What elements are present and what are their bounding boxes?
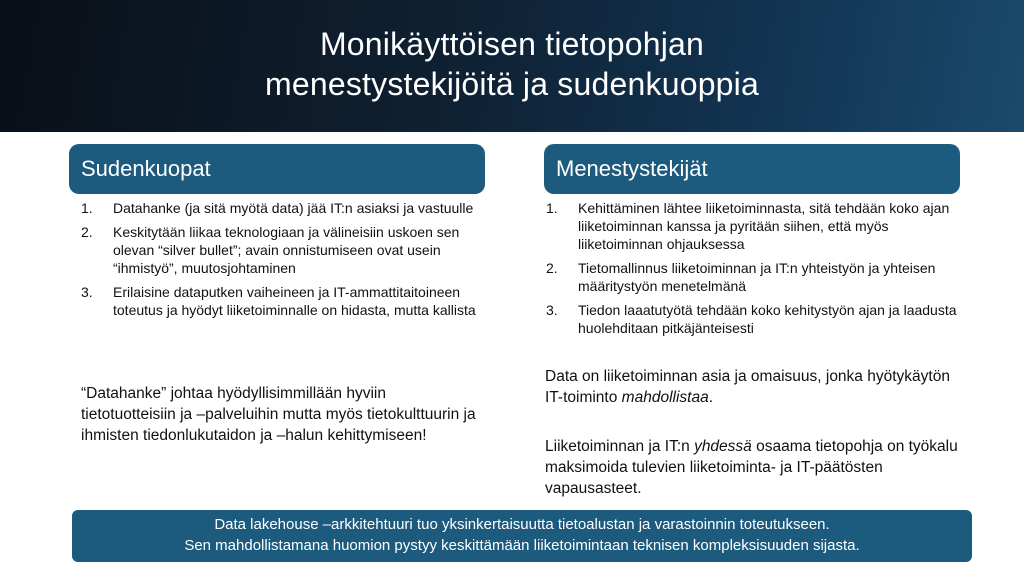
list-item — [75, 283, 485, 319]
slide-title-line-1: Monikäyttöisen tietopohjan — [319, 26, 705, 62]
list-number: 2. — [81, 224, 93, 240]
list-text: Tiedon laaatutyötä tehdään koko kehitystyön ajan ja laadusta huolehditaan pitkäjänteisesti — [578, 302, 957, 336]
success-factors-header: Menestystekijät — [544, 144, 960, 194]
success-summary-2-text: Liiketoiminnan ja IT:n — [545, 438, 695, 455]
success-summary-1 — [545, 366, 965, 408]
list-item — [75, 223, 485, 277]
pitfalls-summary: “Datahanke” johtaa hyödyllisimmillään hyviin tietotuotteisiin ja –palveluihin mutta myös tietokulttuurin ja ihmisten tiedonlukutaidon ja –halun kehittymiseen! — [81, 385, 476, 444]
list-number: 1. — [81, 200, 93, 216]
list-item — [540, 199, 970, 253]
title-banner — [0, 0, 1024, 132]
slide-title-line-2: menestystekijöitä ja sudenkuoppia — [264, 66, 759, 102]
success-factors-list — [540, 199, 970, 343]
success-summary-1-emphasis: mahdollistaa — [621, 389, 709, 406]
list-number: 1. — [546, 200, 558, 216]
list-number: 3. — [546, 302, 558, 318]
list-text: Datahanke (ja sitä myötä data) jää IT:n asiaksi ja vastuulle — [113, 200, 474, 216]
list-text: Kehittäminen lähtee liiketoiminnasta, sitä tehdään koko ajan liiketoiminnan kanssa ja pyritään siihen, että myös liiketoiminnan ohjauksessa — [578, 200, 950, 252]
success-summary-1-text: Data on liiketoiminnan asia ja omaisuus, jonka hyötykäytön IT-toiminto — [545, 368, 950, 406]
pitfalls-header: Sudenkuopat — [69, 144, 485, 194]
success-summary-1-end: . — [708, 389, 714, 406]
list-item — [540, 259, 970, 295]
list-number: 3. — [81, 284, 93, 300]
success-summary-2 — [545, 436, 965, 499]
footer-line-1: Data lakehouse –arkkitehtuuri tuo yksinkertaisuutta tietoalustan ja varastoinnin toteutukseen. — [214, 516, 830, 533]
slide-title — [0, 24, 1024, 104]
list-text: Erilaisine dataputken vaiheineen ja IT-ammattitaitoineen toteutus ja hyödyt liiketoiminnalle on hidasta, mutta kallista — [113, 284, 476, 318]
list-text: Keskitytään liikaa teknologiaan ja välineisiin uskoen sen olevan “silver bullet”; avain onnistumiseen ovat usein “ihmistyö”, muutosjohtaminen — [113, 224, 460, 276]
list-item — [540, 301, 970, 337]
list-text: Tietomallinnus liiketoiminnan ja IT:n yhteistyön ja yhteisen määritystyön menetelmänä — [578, 260, 936, 294]
pitfalls-list — [75, 199, 485, 325]
footer-callout — [72, 510, 972, 562]
success-summary-2-emphasis: yhdessä — [694, 438, 752, 455]
list-item — [75, 199, 485, 217]
success-summary-2-end: osaama tietopohja on työkalu maksimoida tulevien liiketoiminta- ja IT-päätösten vapausasteet. — [545, 438, 958, 497]
footer-line-2: Sen mahdollistamana huomion pystyy keskittämään liiketoimintaan teknisen kompleksisuuden sijasta. — [184, 537, 860, 554]
list-number: 2. — [546, 260, 558, 276]
